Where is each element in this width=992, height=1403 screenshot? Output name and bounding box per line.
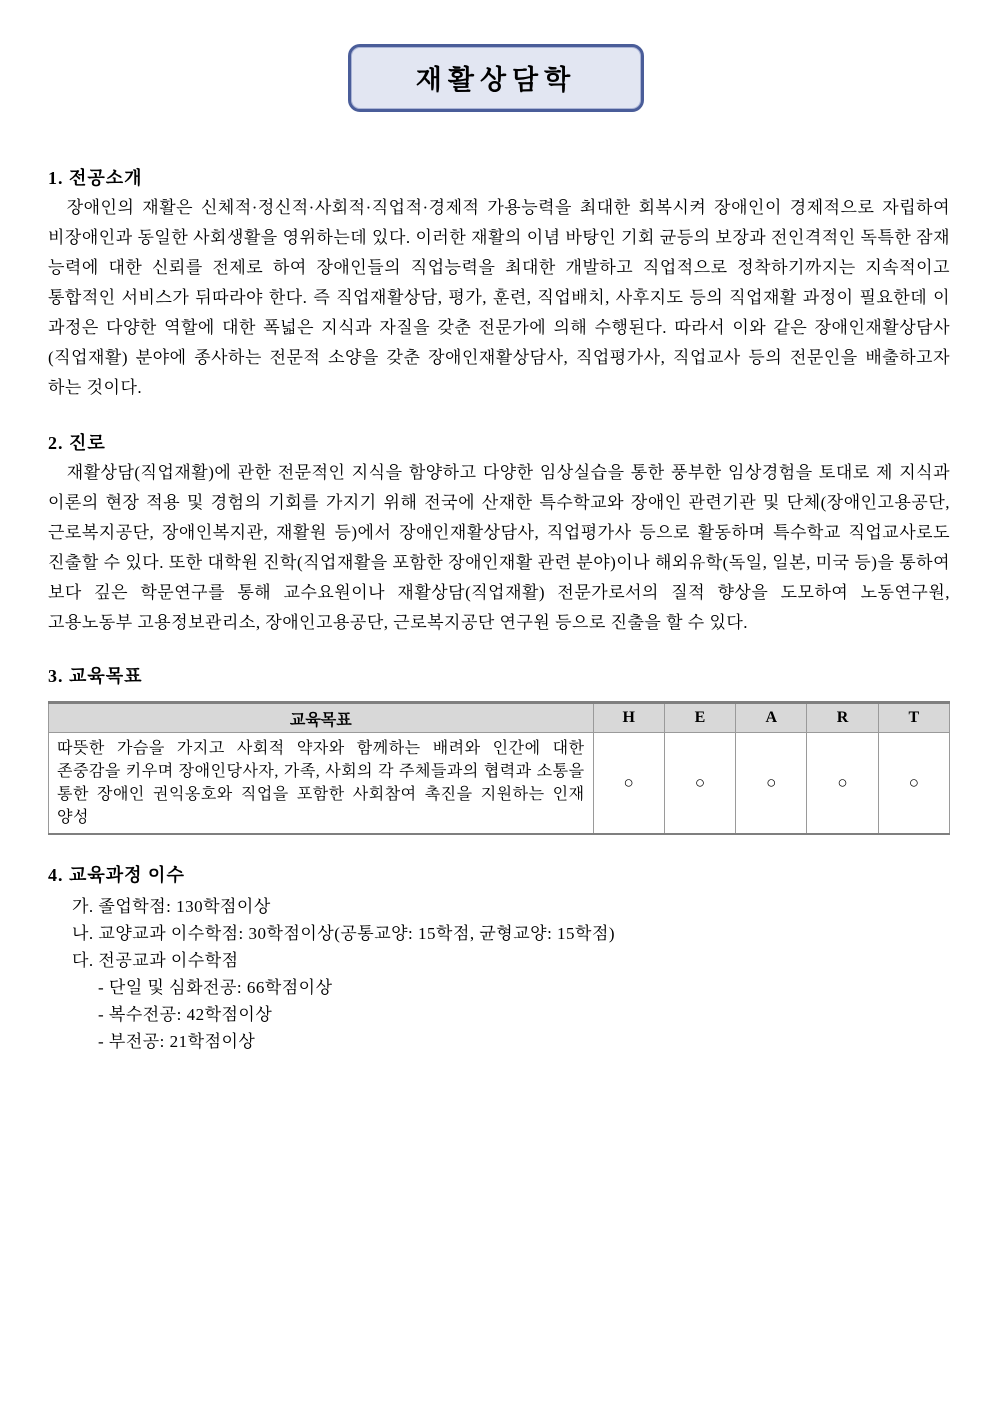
- education-goal-table: [48, 701, 950, 835]
- curriculum-subitem-minor: - 부전공: 21학점이상: [98, 1032, 256, 1051]
- curriculum-item-graduation-credits: 가. 졸업학점: 130학점이상: [72, 897, 271, 916]
- goal-table-header-a: A: [736, 703, 807, 733]
- curriculum-item-major-credits: 다. 전공교과 이수학점: [72, 951, 239, 970]
- section-4-heading: 4. 교육과정 이수: [48, 865, 185, 885]
- curriculum-list: [48, 893, 950, 1055]
- goal-mark-e: ○: [664, 733, 735, 835]
- goal-table-header-e: E: [664, 703, 735, 733]
- document-content: [0, 164, 992, 1055]
- section-1-paragraph: 장애인의 재활은 신체적·정신적·사회적·직업적·경제적 가용능력을 최대한 회복시켜 장애인이 경제적으로 자립하여 비장애인과 동일한 사회생활을 영위하는데 있다. 이러한 재활의 이념 바탕인 기회 균등의 보장과 전인격적인 독특한 잠재 능력에 대한 신뢰를 전제로 하여 장애인들의 직업능력을 최대한 개발하고 직업적으로 정착하기까지는 지속적이고 통합적인 서비스가 뒤따라야 한다. 즉 직업재활상담, 평가, 훈련, 직업배치, 사후지도 등의 직업재활 과정이 필요한데 이 과정은 다양한 역할에 대한 폭넓은 지식과 자질을 갖춘 전문가에 의해 수행된다. 따라서 이와 같은 장애인재활상담사(직업재활) 분야에 종사하는 전문적 소양을 갖춘 장애인재활상담사, 직업평가사, 직업교사 등의 전문인을 배출하고자 하는 것이다.: [48, 198, 950, 397]
- section-2-heading: 2. 진로: [48, 433, 106, 453]
- goal-table-header-h: H: [593, 703, 664, 733]
- section-1-heading: 1. 전공소개: [48, 168, 143, 188]
- goal-mark-a: ○: [736, 733, 807, 835]
- goal-mark-h: ○: [593, 733, 664, 835]
- goal-table-header-goal: 교육목표: [49, 703, 594, 733]
- curriculum-subitem-single-major: - 단일 및 심화전공: 66학점이상: [98, 978, 333, 997]
- section-2-paragraph: 재활상담(직업재활)에 관한 전문적인 지식을 함양하고 다양한 임상실습을 통한 풍부한 임상경험을 토대로 제 지식과 이론의 현장 적용 및 경험의 기회를 가지기 위해 전국에 산재한 특수학교와 장애인 관련기관 및 단체(장애인고용공단, 근로복지공단, 장애인복지관, 재활원 등)에서 장애인재활상담사, 직업평가사 등으로 활동하며 특수학교 직업교사로도 진출할 수 있다. 또한 대학원 진학(직업재활을 포함한 장애인재활 관련 분야)이나 해외유학(독일, 일본, 미국 등)을 통하여 보다 깊은 학문연구를 통해 교수요원이나 재활상담(직업재활) 전문가로서의 질적 향상을 도모하여 노동연구원, 고용노동부 고용정보관리소, 장애인고용공단, 근로복지공단 연구원 등으로 진출을 할 수 있다.: [48, 463, 950, 632]
- goal-text-cell: 따뜻한 가슴을 가지고 사회적 약자와 함께하는 배려와 인간에 대한 존중감을 키우며 장애인당사자, 가족, 사회의 각 주체들과의 협력과 소통을 통한 장애인 권익옹호와 직업을 포함한 사회참여 촉진을 지원하는 인재 양성: [49, 733, 594, 835]
- section-3-heading: 3. 교육목표: [48, 666, 143, 686]
- goal-table-row: [49, 733, 950, 835]
- curriculum-item-liberal-arts-credits: 나. 교양교과 이수학점: 30학점이상(공통교양: 15학점, 균형교양: 15학점): [72, 924, 616, 943]
- document-title: 재활상담학: [348, 44, 644, 112]
- goal-table-header-r: R: [807, 703, 878, 733]
- goal-mark-r: ○: [807, 733, 878, 835]
- title-area: [0, 0, 992, 112]
- goal-table-header-row: [49, 703, 950, 733]
- goal-table-header-t: T: [878, 703, 949, 733]
- goal-mark-t: ○: [878, 733, 949, 835]
- curriculum-subitem-double-major: - 복수전공: 42학점이상: [98, 1005, 273, 1024]
